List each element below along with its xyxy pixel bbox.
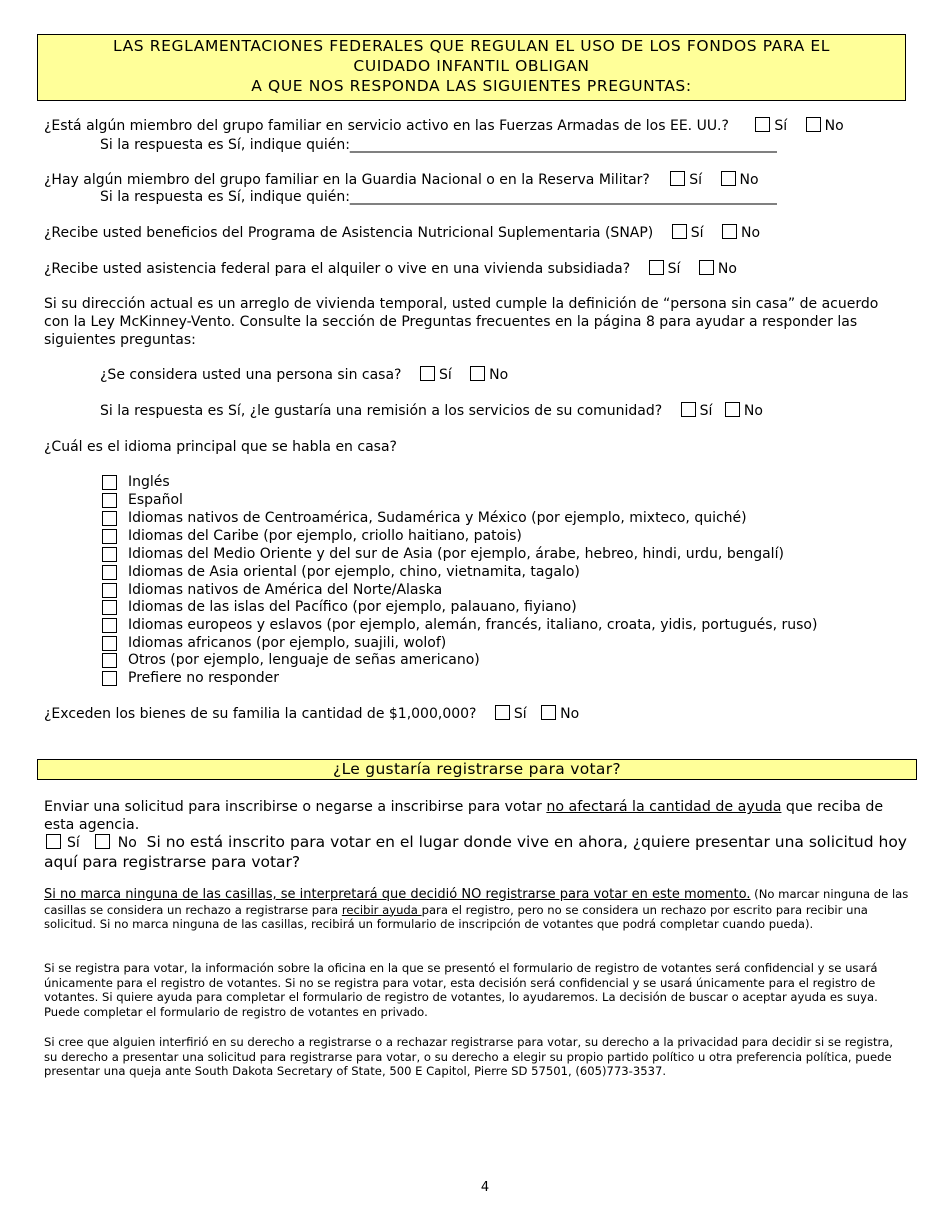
language-checkbox-middle-east[interactable] xyxy=(102,547,117,562)
assets-yes-checkbox[interactable] xyxy=(495,705,510,720)
no-label: No xyxy=(489,367,509,383)
language-option-caribbean: Idiomas del Caribe (por ejemplo, criollo haitiano, patois) xyxy=(128,528,522,544)
no-label: No xyxy=(740,225,761,241)
military-yes-checkbox[interactable] xyxy=(755,117,770,132)
snap-yes-checkbox[interactable] xyxy=(672,224,687,239)
housing-question-text: ¿Recibe usted asistencia federal para el alquiler o vive en una vivienda subsidiada? xyxy=(44,261,631,277)
referral-no-checkbox[interactable] xyxy=(725,402,740,417)
guard-yes-checkbox[interactable] xyxy=(670,171,685,186)
yes-label: Sí xyxy=(690,225,704,241)
guard-no-checkbox[interactable] xyxy=(721,171,736,186)
vote-yes-checkbox[interactable] xyxy=(46,834,61,849)
military-no-checkbox[interactable] xyxy=(806,117,821,132)
language-option-no-answer: Prefiere no responder xyxy=(128,670,280,686)
housing-no-checkbox[interactable] xyxy=(699,260,714,275)
assets-no-checkbox[interactable] xyxy=(541,705,556,720)
referral-question-text: Si la respuesta es Sí, ¿le gustaría una remisión a los servicios de su comunidad? xyxy=(100,403,663,419)
page-number: 4 xyxy=(480,1180,490,1195)
vote-complaint: Si cree que alguien interfirió en su derecho a registrarse o a rechazar registrarse para votar, su derecho a la privacidad para decidir si se registra, su derecho a presentar una solicitud para registrarse para votar, o su derecho a elegir su propio partido político u otra preferencia política, puede presentar una queja ante South Dakota Secretary of State, 500 E Capitol, Pierre SD 57501, (605)773-3537. xyxy=(44,1035,894,1078)
vote-note-text: (No marcar ninguna de las casillas se considera un rechazo a registrarse para xyxy=(44,887,909,917)
vote-intro-text-end: que reciba de esta agencia. xyxy=(44,799,884,833)
language-checkbox-east-asia[interactable] xyxy=(102,565,117,580)
language-checkbox-pacific[interactable] xyxy=(102,600,117,615)
vote-note-underline: recibir ayuda xyxy=(341,902,422,917)
homeless-intro: Si su dirección actual es un arreglo de vivienda temporal, usted cumple la definición de “persona sin casa” de acuerdo con la Ley McKinney-Vento. Consulte la sección de Preguntas frecuentes en la página 8 para ayudar a responder las siguientes preguntas: xyxy=(44,296,879,348)
yes-label: Sí xyxy=(774,118,788,134)
guard-question xyxy=(44,171,759,189)
no-label: No xyxy=(117,835,137,851)
language-checkbox-spanish[interactable] xyxy=(102,493,117,508)
vote-note-emphasis: Si no marca ninguna de las casillas, se interpretará que decidió NO registrarse para votar en este momento. xyxy=(44,887,751,902)
homeless-yes-checkbox[interactable] xyxy=(420,366,435,381)
language-option-african: Idiomas africanos (por ejemplo, suajili, wolof) xyxy=(128,635,447,651)
language-checkbox-other[interactable] xyxy=(102,653,117,668)
no-label: No xyxy=(717,261,737,277)
language-checkbox-north-america-native[interactable] xyxy=(102,583,117,598)
language-option-other: Otros (por ejemplo, lenguaje de señas americano) xyxy=(128,652,480,668)
vote-note xyxy=(44,887,910,932)
language-option-middle-east: Idiomas del Medio Oriente y del sur de Asia (por ejemplo, árabe, hebreo, hindi, urdu, bengalí) xyxy=(128,546,784,562)
military-who-field[interactable]: Si la respuesta es Sí, indique quién:_____________________________________________________________ xyxy=(100,137,777,153)
vote-intro-text: Enviar una solicitud para inscribirse o negarse a inscribirse para votar xyxy=(44,799,547,815)
housing-question xyxy=(44,260,737,278)
referral-question xyxy=(100,402,763,420)
military-question-text: ¿Está algún miembro del grupo familiar en servicio activo en las Fuerzas Armadas de los EE. UU.? xyxy=(44,118,729,134)
language-checkbox-european[interactable] xyxy=(102,618,117,633)
snap-question xyxy=(44,224,760,242)
yes-label: Sí xyxy=(67,835,80,851)
military-question xyxy=(44,117,844,135)
header-line-2: CUIDADO INFANTIL OBLIGAN xyxy=(353,57,590,75)
vote-question-text: Si no está inscrito para votar en el lugar donde vive en ahora, ¿quiere presentar una solicitud hoy aquí para registrarse para votar? xyxy=(44,833,907,871)
language-option-european: Idiomas europeos y eslavos (por ejemplo, alemán, francés, italiano, croata, yidis, portugués, ruso) xyxy=(128,617,818,633)
no-label: No xyxy=(743,403,763,419)
language-option-spanish: Español xyxy=(128,492,183,508)
header-line-3: A QUE NOS RESPONDA LAS SIGUIENTES PREGUNTAS: xyxy=(251,77,692,95)
no-label: No xyxy=(739,172,759,188)
homeless-no-checkbox[interactable] xyxy=(470,366,485,381)
yes-label: Sí xyxy=(689,172,703,188)
snap-question-text: ¿Recibe usted beneficios del Programa de Asistencia Nutricional Suplementaria (SNAP) xyxy=(44,225,654,241)
housing-yes-checkbox[interactable] xyxy=(649,260,664,275)
snap-no-checkbox[interactable] xyxy=(722,224,737,239)
language-option-east-asia: Idiomas de Asia oriental (por ejemplo, chino, vietnamita, tagalo) xyxy=(128,564,580,580)
referral-yes-checkbox[interactable] xyxy=(681,402,696,417)
no-label: No xyxy=(560,706,580,722)
vote-no-checkbox[interactable] xyxy=(95,834,110,849)
language-option-north-america-native: Idiomas nativos de América del Norte/Alaska xyxy=(128,582,443,598)
homeless-question xyxy=(100,366,508,384)
yes-label: Sí xyxy=(438,367,452,383)
language-option-latam-native: Idiomas nativos de Centroamérica, Sudamérica y México (por ejemplo, mixteco, quiché) xyxy=(128,510,747,526)
header-line-1: LAS REGLAMENTACIONES FEDERALES QUE REGULAN EL USO DE LOS FONDOS PARA EL xyxy=(113,37,830,55)
header-banner xyxy=(37,34,906,101)
guard-who-field[interactable]: Si la respuesta es Sí, indique quién:_____________________________________________________________ xyxy=(100,189,777,205)
assets-question-text: ¿Exceden los bienes de su familia la cantidad de $1,000,000? xyxy=(44,706,477,722)
language-checkbox-african[interactable] xyxy=(102,636,117,651)
vote-intro xyxy=(44,798,904,834)
language-checkbox-english[interactable] xyxy=(102,475,117,490)
language-checkbox-no-answer[interactable] xyxy=(102,671,117,686)
yes-label: Sí xyxy=(699,403,713,419)
language-option-pacific: Idiomas de las islas del Pacífico (por ejemplo, palauano, fiyiano) xyxy=(128,599,577,615)
vote-note-text-end: para el registro, pero no se considera un rechazo por escrito para recibir una solicitud. Si no marca ninguna de las casillas, recibirá un formulario de inscripción de votantes que podrá completar cuando pueda). xyxy=(44,902,868,931)
vote-question xyxy=(44,833,910,871)
assets-question xyxy=(44,705,579,723)
voter-registration-banner xyxy=(37,759,917,780)
vote-confidentiality: Si se registra para votar, la información sobre la oficina en la que se presentó el formulario de registro de votantes será confidencial y se usará únicamente para el registro de votantes. Si no se registra para votar, esta decisión será confidencial y se usará únicamente para el registro de votantes. Si quiere ayuda para completar el formulario de registro de votantes, lo ayudaremos. La decisión de buscar o aceptar ayuda es suya. Puede completar el formulario de registro de votantes en privado. xyxy=(44,961,878,1019)
guard-question-text: ¿Hay algún miembro del grupo familiar en la Guardia Nacional o en la Reserva Militar? xyxy=(44,172,650,188)
homeless-question-text: ¿Se considera usted una persona sin casa? xyxy=(100,367,402,383)
yes-label: Sí xyxy=(513,706,527,722)
vote-intro-emphasis: no afectará la cantidad de ayuda xyxy=(546,799,782,815)
language-checkbox-latam-native[interactable] xyxy=(102,511,117,526)
yes-label: Sí xyxy=(667,261,681,277)
language-option-english: Inglés xyxy=(128,474,170,490)
no-label: No xyxy=(824,118,844,134)
language-checkbox-caribbean[interactable] xyxy=(102,529,117,544)
voter-registration-title: ¿Le gustaría registrarse para votar? xyxy=(333,760,621,778)
language-question: ¿Cuál es el idioma principal que se habla en casa? xyxy=(44,439,397,455)
